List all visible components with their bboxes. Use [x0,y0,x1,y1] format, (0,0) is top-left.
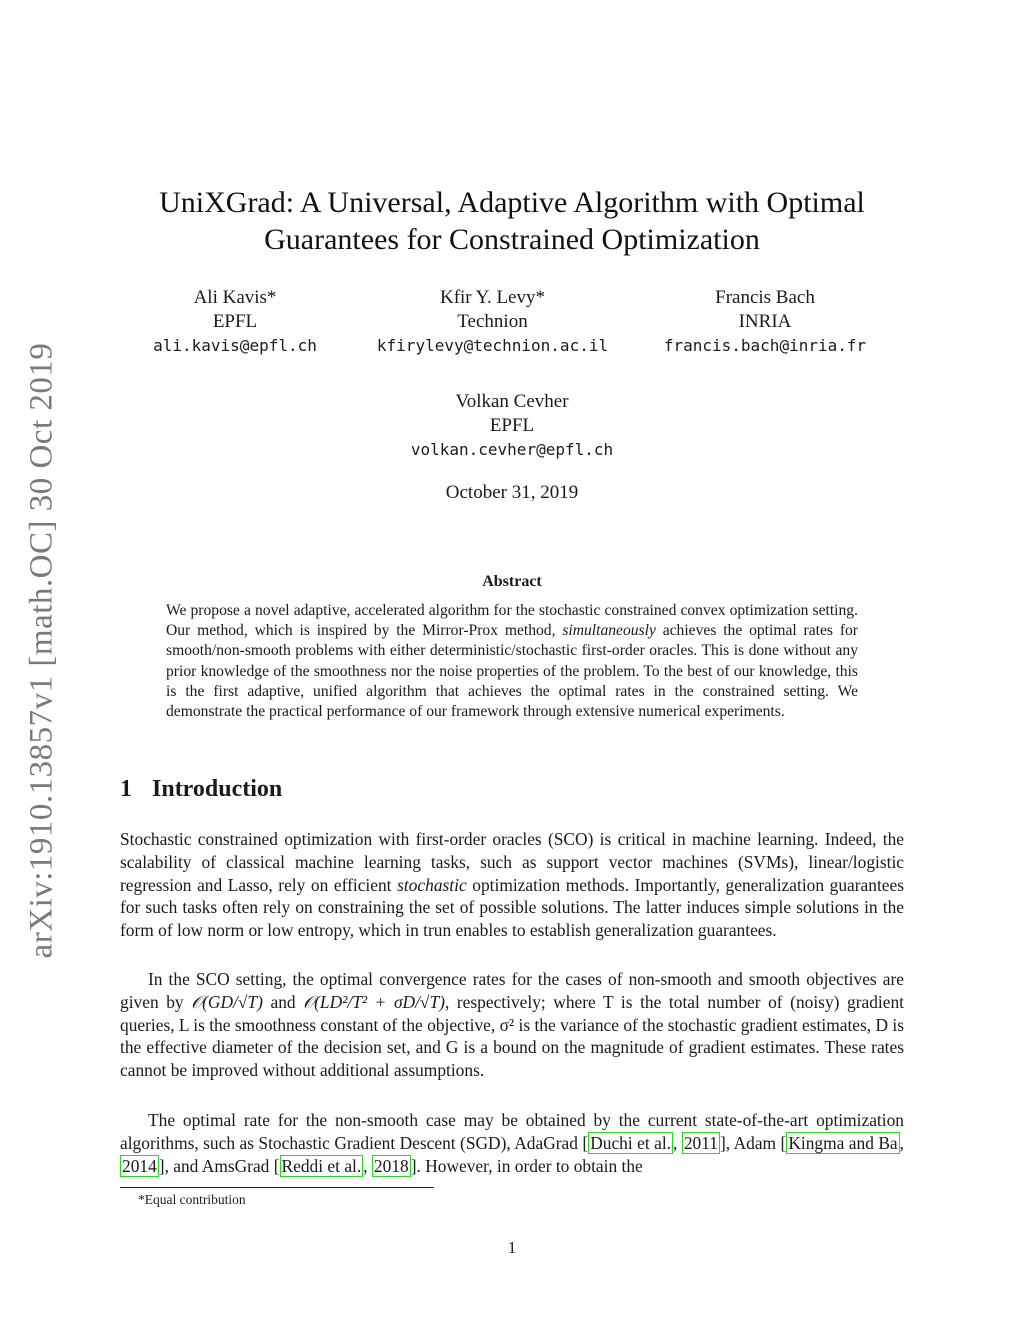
text-run: and [262,991,304,1012]
text-run: ]. However, in order to obtain the [410,1155,643,1176]
author-email[interactable]: kfirylevy@technion.ac.il [376,336,609,355]
paper-title: UniXGrad: A Universal, Adaptive Algorithm with Optimal Guarantees for Constrained Optimization [159,186,865,256]
author-email[interactable]: ali.kavis@epfl.ch [153,336,317,355]
text-run: ], and AmsGrad [ [158,1155,280,1176]
citation-year-link[interactable]: 2014 [122,1155,157,1176]
section-title: Introduction [152,776,283,802]
paragraph [120,968,904,1082]
text-run: , respectively; where T is the total number of (noisy) gradient queries, L is the smoothness constant of the objective, σ² is the variance of the stochastic gradient estimates, D is the effective diameter of the decision set, and G is a bound on the magnitude of gradient estimates. These rates cannot be improved without additional assumptions. [120,991,904,1081]
abstract-text [166,601,858,722]
citation-link[interactable]: Kingma and Ba [788,1132,898,1153]
abstract-part: achieves the optimal rates for smooth/non-smooth problems with either deterministic/stochastic first-order oracles. This is done without any prior knowledge of the smoothness nor the noise properties of the problem. To the best of our knowledge, this is the first adaptive, unified algorithm that achieves the optimal rates in the constrained setting. We demonstrate the practical performance of our framework through extensive numerical experiments. [166,622,858,721]
text-run: In the SCO setting, the optimal convergence rates for the cases of non-smooth and smooth objectives are given by [120,969,904,1012]
footnote: *Equal contribution [138,1192,246,1207]
author-block [382,390,642,462]
page-number: 1 [507,1238,517,1257]
author-affiliation: EPFL [212,311,258,332]
paragraph: The optimal rate for the non-smooth case may be obtained by the current state-of-the-art optimization algorithms, such as Stochastic Gradient Descent (SGD), AdaGrad [ Duchi et al. , 2011 ], Adam [ Kingma and Ba , 2014 ], and AmsGrad [ Reddi et al. , 2018 ]. However, in order to obtain the [120,1110,904,1176]
math-rate: 𝒪(GD/√T) [191,991,263,1012]
author-block [650,286,880,358]
footnote-rule [120,1187,434,1188]
citation-year-link[interactable]: 2011 [683,1132,718,1153]
text-run: Stochastic constrained optimization with first-order oracles (SCO) is critical in machine learning. Indeed, the scalability of classical machine learning tasks, such as support vector machines (SVMs), linear/logistic regression and Lasso, rely on efficient [120,829,904,895]
arxiv-stamp [12,340,72,960]
text-run: ], Adam [ [719,1132,787,1153]
author-affiliation: EPFL [489,415,535,436]
emphasis: stochastic [397,874,467,895]
abstract-heading: Abstract [482,573,542,590]
author-affiliation: Technion [457,311,528,332]
arxiv-identifier: arXiv:1910.13857v1 [math.OC] 30 Oct 2019 [23,342,60,958]
citation-link[interactable]: Duchi et al. [590,1132,672,1153]
author-email[interactable]: francis.bach@inria.fr [663,336,867,355]
author-block [360,286,625,358]
text-run: optimization methods. Importantly, generalization guarantees for such tasks often rely on constraining the set of possible solutions. The latter induces simple solutions in the form of low norm or low entropy, which in trun enables to establish generalization guarantees. [120,874,904,941]
author-name: Ali Kavis* [193,287,277,308]
math-rate: 𝒪(LD²/T² + σD/√T) [303,991,445,1012]
author-affiliation: INRIA [738,311,792,332]
author-block [130,286,340,358]
citation-year-link[interactable]: 2018 [373,1155,409,1176]
author-name: Volkan Cevher [455,391,569,412]
author-email[interactable]: volkan.cevher@epfl.ch [410,440,614,459]
paper-date: October 31, 2019 [445,482,579,503]
author-name: Kfir Y. Levy* [439,287,545,308]
abstract-part: We propose a novel adaptive, accelerated algorithm for the stochastic constrained convex optimization setting. Our method, which is inspired by the Mirror-Prox method, [166,602,858,640]
section-heading [120,776,282,803]
text-run: The optimal rate for the non-smooth case may be obtained by the current state-of-the-art optimization algorithms, such as Stochastic Gradient Descent (SGD), AdaGrad [ [120,1110,904,1153]
citation-link[interactable]: Reddi et al. [281,1155,362,1176]
abstract-emphasis: simultaneously [562,622,656,640]
author-name: Francis Bach [715,287,815,308]
paragraph [120,828,904,942]
section-number: 1 [120,776,132,802]
